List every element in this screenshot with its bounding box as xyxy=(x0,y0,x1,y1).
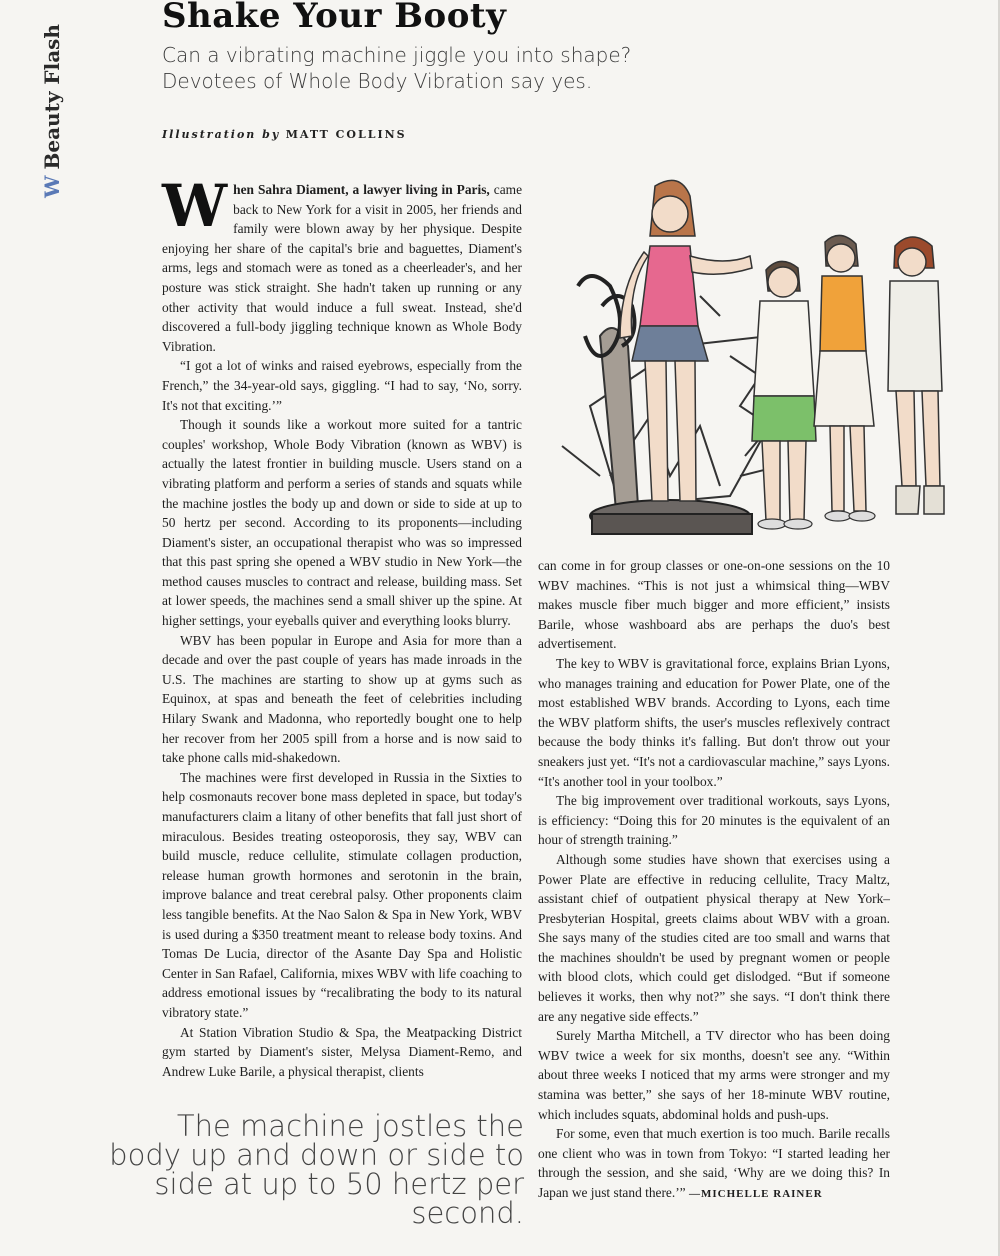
paragraph: “I got a lot of winks and raised eyebrows, especially from the French,” the 34-year-old says, giggling. “I had to say, ‘No, sorry. It's not that exciting.’” xyxy=(162,358,522,413)
pull-quote: The machine jostles the body up and down or side to side at up to 50 hertz per second. xyxy=(109,1109,524,1230)
paragraph: Surely Martha Mitchell, a TV director who has been doing WBV twice a week for six months, doesn't see any. “Within about three weeks I noticed that my arms were stronger and my stamina was better,” she says of her 18-minute WBV routine, which includes squats, abdominal holds and push-ups. xyxy=(538,1028,890,1122)
paragraph: WBV has been popular in Europe and Asia for more than a decade and over the past couple of years has made inroads in the U.S. The machines are starting to show up at gyms such as Equinox, at spas and beneath the feet of celebrities including Hilary Swank and Madonna, who reportedly bought one to help her recover from her 2005 spill from a horse and is now said to take phone calls mid-shakedown. xyxy=(162,632,522,766)
credit-label: Illustration by xyxy=(162,128,281,141)
illustration xyxy=(540,176,950,552)
paragraph: can come in for group classes or one-on-one sessions on the 10 WBV machines. “This is not just a whimsical thing—WBV makes muscle fiber much bigger and more efficient,” insists Barile, whose washboard abs are perhaps the duo's best advertisement. xyxy=(538,558,890,652)
article-column-2 xyxy=(538,556,890,1205)
paragraph: The big improvement over traditional workouts, says Lyons, is efficiency: “Doing this for 20 minutes is the equivalent of an hour of strength training.” xyxy=(538,793,890,848)
drop-cap: W xyxy=(162,172,228,240)
paragraph: The key to WBV is gravitational force, explains Brian Lyons, who manages training and education for Power Plate, one of the most established WBV brands. According to Lyons, each time the WBV platform shifts, the user's muscles reflexively contract because the body thinks it's falling. But don't throw out your sneakers just yet. “It's not a cardiovascular machine,” says Lyons. “It's another tool in your toolbox.” xyxy=(538,655,890,789)
paragraph: Though it sounds like a workout more suited for a tantric couples' workshop, Whole Body Vibration (known as WBV) is actually the latest frontier in building muscle. Users stand on a vibrating platform and perform a series of stands and squats while the machine jostles the body up and down or side to side at up to 50 hertz per second. According to its proponents—including Diament's sister, an occupational therapist who was so impressed that this past spring she opened a WBV studio in New York—the method causes muscles to contract and release, building mass. Set at lower speeds, the machines send a small shiver up the spine. At higher settings, your eyeballs quiver and everything looks blurry. xyxy=(162,417,522,629)
section-letter: W xyxy=(40,175,64,198)
paragraph: The machines were first developed in Russia in the Sixties to help cosmonauts recover bone mass depleted in space, but today's manufacturers claim a litany of other benefits that fall just short of miraculous. Besides treating osteoporosis, they say, WBV can build muscle, reduce cellulite, stimulate collagen production, release human growth hormones and serotonin in the brain, improve balance and treat cerebral palsy. Other proponents claim less tangible benefits. At the Nao Salon & Spa in New York, WBV is used during a $350 treatment meant to release body toxins. And Tomas De Lucia, director of the Asante Day Spa and Holistic Center in San Rafael, California, mixes WBV with life coaching to address emotional issues by “recalibrating the body to its natural vibratory state.” xyxy=(162,769,522,1020)
section-tab xyxy=(40,8,64,198)
paragraph-text: For some, even that much exertion is too much. Barile recalls one client who was in town from Tokyo: “I started leading her through the session, and she said, ‘Why are we doing this? In Japan we just stand there.’” xyxy=(538,1126,890,1200)
lead-in: hen Sahra Diament, a lawyer living in Paris, xyxy=(233,182,490,197)
section-name: Beauty Flash xyxy=(40,24,64,170)
headline: Shake Your Booty xyxy=(162,0,507,36)
paragraph: Although some studies have shown that exercises using a Power Plate are effective in reducing cellulite, Tracy Maltz, assistant chief of outpatient physical therapy at New York–Presbyterian Hospital, greets claims about WBV with a groan. She says many of the studies cited are too small and warns that the machines shouldn't be used by pregnant women or people with blood clots, which could get dislodged. “But if someone believes it works, then why not?” she says. “I don't think there are any negative side effects.” xyxy=(538,851,890,1024)
deck: Can a vibrating machine jiggle you into shape? Devotees of Whole Body Vibration say yes. xyxy=(162,43,632,93)
author-signoff: —MICHELLE RAINER xyxy=(688,1188,823,1200)
paragraph: came back to New York for a visit in 2005, her friends and family were blown away by her physique. Despite enjoying her share of the capital's brie and baguettes, Diament's arms, legs and stomach were as toned as a cheerleader's, and her posture was stick straight. She hadn't taken up running or any other activity that would induce a full sweat. Instead, she'd discovered a full-body jiggling technique known as Whole Body Vibration. xyxy=(162,182,523,354)
paragraph: At Station Vibration Studio & Spa, the Meatpacking District gym started by Diament's sister, Melysa Diament-Remo, and Andrew Luke Barile, a physical therapist, clients xyxy=(162,1024,522,1079)
illustration-credit xyxy=(162,128,407,141)
paragraph xyxy=(538,1124,890,1204)
article-column-1 xyxy=(162,172,523,1081)
credit-name: MATT COLLINS xyxy=(285,128,407,141)
